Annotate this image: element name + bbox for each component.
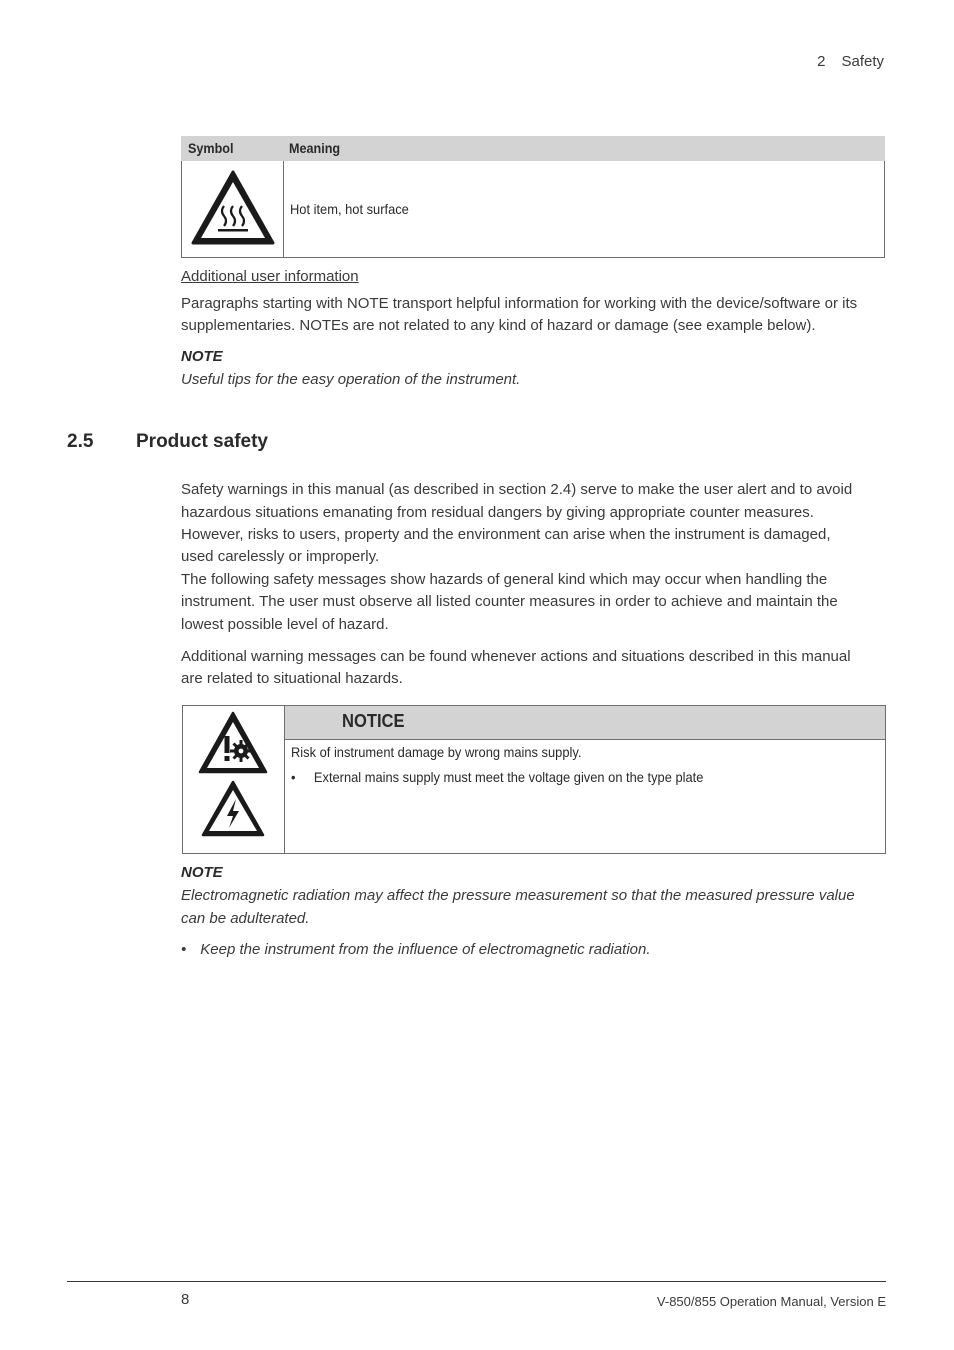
notice-bullet-item <box>291 769 703 785</box>
symbol-table-header <box>181 136 885 161</box>
notice-bullet-text: External mains supply must meet the voltage given on the type plate <box>313 769 704 785</box>
section-number: 2.5 <box>67 431 94 452</box>
document-title: V-850/855 Operation Manual, Version E <box>656 1294 886 1309</box>
notice-text: Risk of instrument damage by wrong mains supply. <box>291 744 582 760</box>
meaning-column-header: Meaning <box>289 140 341 156</box>
note-bullet-text: Keep the instrument from the influence of electromagnetic radiation. <box>200 941 651 958</box>
symbol-meaning: Hot item, hot surface <box>290 201 409 217</box>
page-number: 8 <box>181 1291 190 1308</box>
paragraph-line: The following safety messages show hazards of general kind which may occur when handling the <box>181 571 828 588</box>
note-text: Useful tips for the easy operation of the instrument. <box>181 371 521 388</box>
additional-info-paragraph-line: supplementaries. NOTEs are not related to any kind of hazard or damage (see example below). <box>181 317 816 334</box>
section-heading <box>67 431 268 453</box>
bullet-mark: • <box>181 941 187 958</box>
bullet-mark: • <box>291 769 296 785</box>
instrument-damage-warning-icon <box>197 710 269 781</box>
notice-header <box>285 706 885 740</box>
chapter-title: Safety <box>841 53 884 70</box>
paragraph-line: lowest possible level of hazard. <box>181 616 389 633</box>
paragraph-line: Safety warnings in this manual (as described in section 2.4) serve to make the user alert and to avoid <box>181 481 853 498</box>
paragraph-line: are related to situational hazards. <box>181 670 403 687</box>
note-title: NOTE <box>181 864 223 881</box>
additional-info-heading: Additional user information <box>181 268 359 285</box>
footer-divider <box>67 1281 886 1282</box>
note-text-line: Electromagnetic radiation may affect the pressure measurement so that the measured pressure value <box>181 887 855 904</box>
paragraph-line: Additional warning messages can be found whenever actions and situations described in this manual <box>181 648 851 665</box>
paragraph-line: used carelessly or improperly. <box>181 548 380 565</box>
hot-surface-warning-icon <box>190 169 276 252</box>
paragraph-line: However, risks to users, property and the environment can arise when the instrument is damaged, <box>181 526 831 543</box>
running-header <box>817 53 884 70</box>
symbol-table <box>181 136 885 258</box>
notice-title: NOTICE <box>342 711 405 731</box>
table-divider <box>283 161 284 257</box>
additional-info-paragraph-line: Paragraphs starting with NOTE transport helpful information for working with the device/software or its <box>181 295 858 312</box>
chapter-number: 2 <box>817 53 826 70</box>
note-title: NOTE <box>181 348 223 365</box>
note-text-line: can be adulterated. <box>181 910 310 927</box>
paragraph-line: hazardous situations emanating from residual dangers by giving appropriate counter measures. <box>181 504 814 521</box>
electrical-hazard-warning-icon <box>200 779 266 844</box>
section-title: Product safety <box>136 431 268 452</box>
notice-box <box>182 705 886 854</box>
note-bullet-item <box>181 939 651 962</box>
paragraph-line: instrument. The user must observe all listed counter measures in order to achieve and maintain the <box>181 593 838 610</box>
symbol-column-header: Symbol <box>188 140 234 156</box>
